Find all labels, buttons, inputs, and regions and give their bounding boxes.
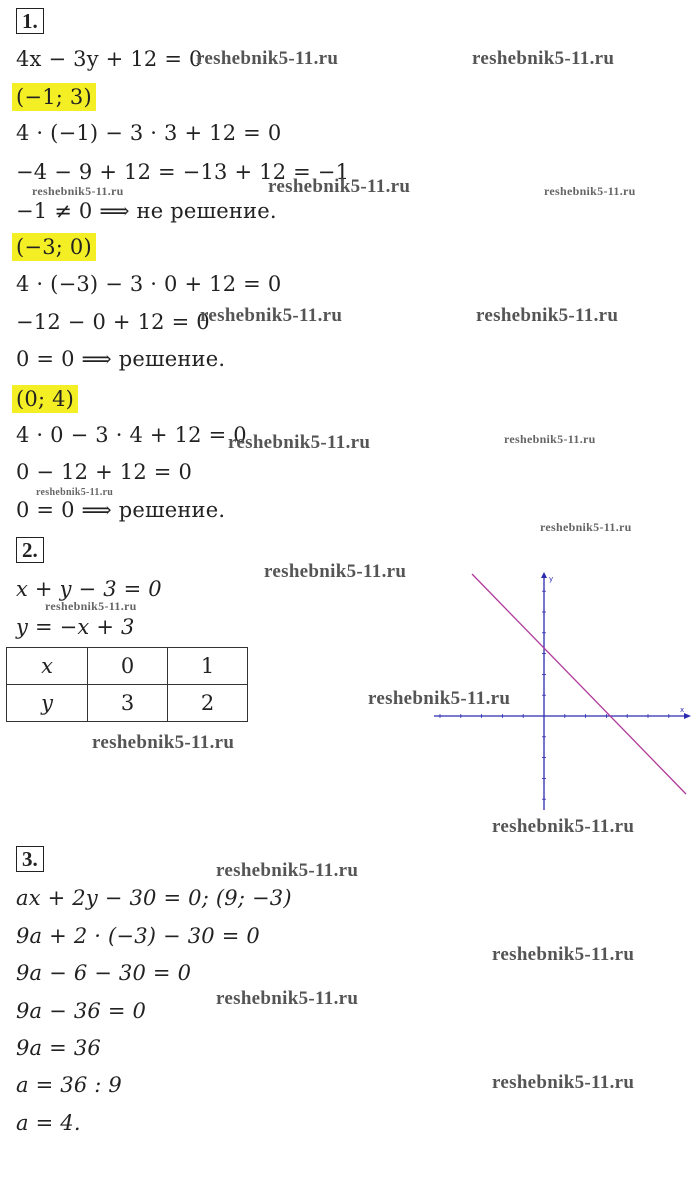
watermark: reshebnik5-11.ru xyxy=(92,732,235,753)
watermark: reshebnik5-11.ru xyxy=(540,520,632,534)
watermark: reshebnik5-11.ru xyxy=(264,561,407,582)
task-3-number: 3. xyxy=(16,846,44,872)
x-axis-arrow-icon xyxy=(684,713,691,719)
watermark: reshebnik5-11.ru xyxy=(216,860,359,881)
task-3-line-3: 9a − 6 − 30 = 0 xyxy=(16,961,192,985)
watermark: reshebnik5-11.ru xyxy=(476,305,619,326)
task-2-number: 2. xyxy=(16,537,44,563)
table-row xyxy=(7,648,248,685)
point-c-highlight: (0; 4) xyxy=(12,385,78,413)
table-cell: 3 xyxy=(88,685,168,722)
y-axis-label: y xyxy=(549,575,554,583)
table-cell: 2 xyxy=(168,685,248,722)
watermark: reshebnik5-11.ru xyxy=(492,944,635,965)
watermark: reshebnik5-11.ru xyxy=(32,184,124,198)
task-2-equation: x + y − 3 = 0 xyxy=(16,577,162,601)
watermark: reshebnik5-11.ru xyxy=(472,48,615,69)
watermark: reshebnik5-11.ru xyxy=(544,184,636,198)
task-3-line-7: a = 4. xyxy=(16,1111,81,1135)
point-b-substitution: 4 · (−3) − 3 · 0 + 12 = 0 xyxy=(16,272,282,296)
task-1-equation: 4x − 3y + 12 = 0 xyxy=(16,47,203,71)
point-b-calculation: −12 − 0 + 12 = 0 xyxy=(16,310,210,334)
point-a-conclusion: −1 ≠ 0 ⟹ не решение. xyxy=(16,199,277,223)
function-line xyxy=(472,574,686,794)
task-3-line-4: 9a − 36 = 0 xyxy=(16,999,147,1023)
point-c-calculation: 0 − 12 + 12 = 0 xyxy=(16,460,193,484)
watermark: reshebnik5-11.ru xyxy=(504,432,596,446)
watermark: reshebnik5-11.ru xyxy=(45,599,137,613)
table-cell: 0 xyxy=(88,648,168,685)
watermark: reshebnik5-11.ru xyxy=(200,305,343,326)
table-cell: x xyxy=(7,648,88,685)
task-3-line-5: 9a = 36 xyxy=(16,1036,101,1060)
values-table xyxy=(6,647,248,722)
task-1-number: 1. xyxy=(16,8,44,34)
task-3-line-6: a = 36 : 9 xyxy=(16,1073,122,1097)
watermark: reshebnik5-11.ru xyxy=(268,176,411,197)
table-cell: y xyxy=(7,685,88,722)
watermark: reshebnik5-11.ru xyxy=(368,688,511,709)
watermark: reshebnik5-11.ru xyxy=(492,1072,635,1093)
point-b-conclusion: 0 = 0 ⟹ решение. xyxy=(16,347,226,371)
y-axis-arrow-icon xyxy=(541,572,547,578)
point-c-conclusion: 0 = 0 ⟹ решение. xyxy=(16,498,226,522)
watermark: reshebnik5-11.ru xyxy=(492,816,635,837)
table-cell: 1 xyxy=(168,648,248,685)
point-c-substitution: 4 · 0 − 3 · 4 + 12 = 0 xyxy=(16,423,247,447)
table-row xyxy=(7,685,248,722)
task-2-solved-equation: y = −x + 3 xyxy=(16,615,135,639)
watermark: reshebnik5-11.ru xyxy=(36,487,114,498)
task-3-line-2: 9a + 2 · (−3) − 30 = 0 xyxy=(16,924,260,948)
watermark: reshebnik5-11.ru xyxy=(228,432,371,453)
point-a-substitution: 4 · (−1) − 3 · 3 + 12 = 0 xyxy=(16,121,282,145)
point-a-highlight: (−1; 3) xyxy=(12,83,96,111)
watermark: reshebnik5-11.ru xyxy=(216,988,359,1009)
point-b-highlight: (−3; 0) xyxy=(12,233,96,261)
x-axis-label: x xyxy=(680,706,685,714)
task-3-line-1: ax + 2y − 30 = 0; (9; −3) xyxy=(16,886,292,910)
watermark: reshebnik5-11.ru xyxy=(196,48,339,69)
point-a-calculation: −4 − 9 + 12 = −13 + 12 = −1 xyxy=(16,160,350,184)
